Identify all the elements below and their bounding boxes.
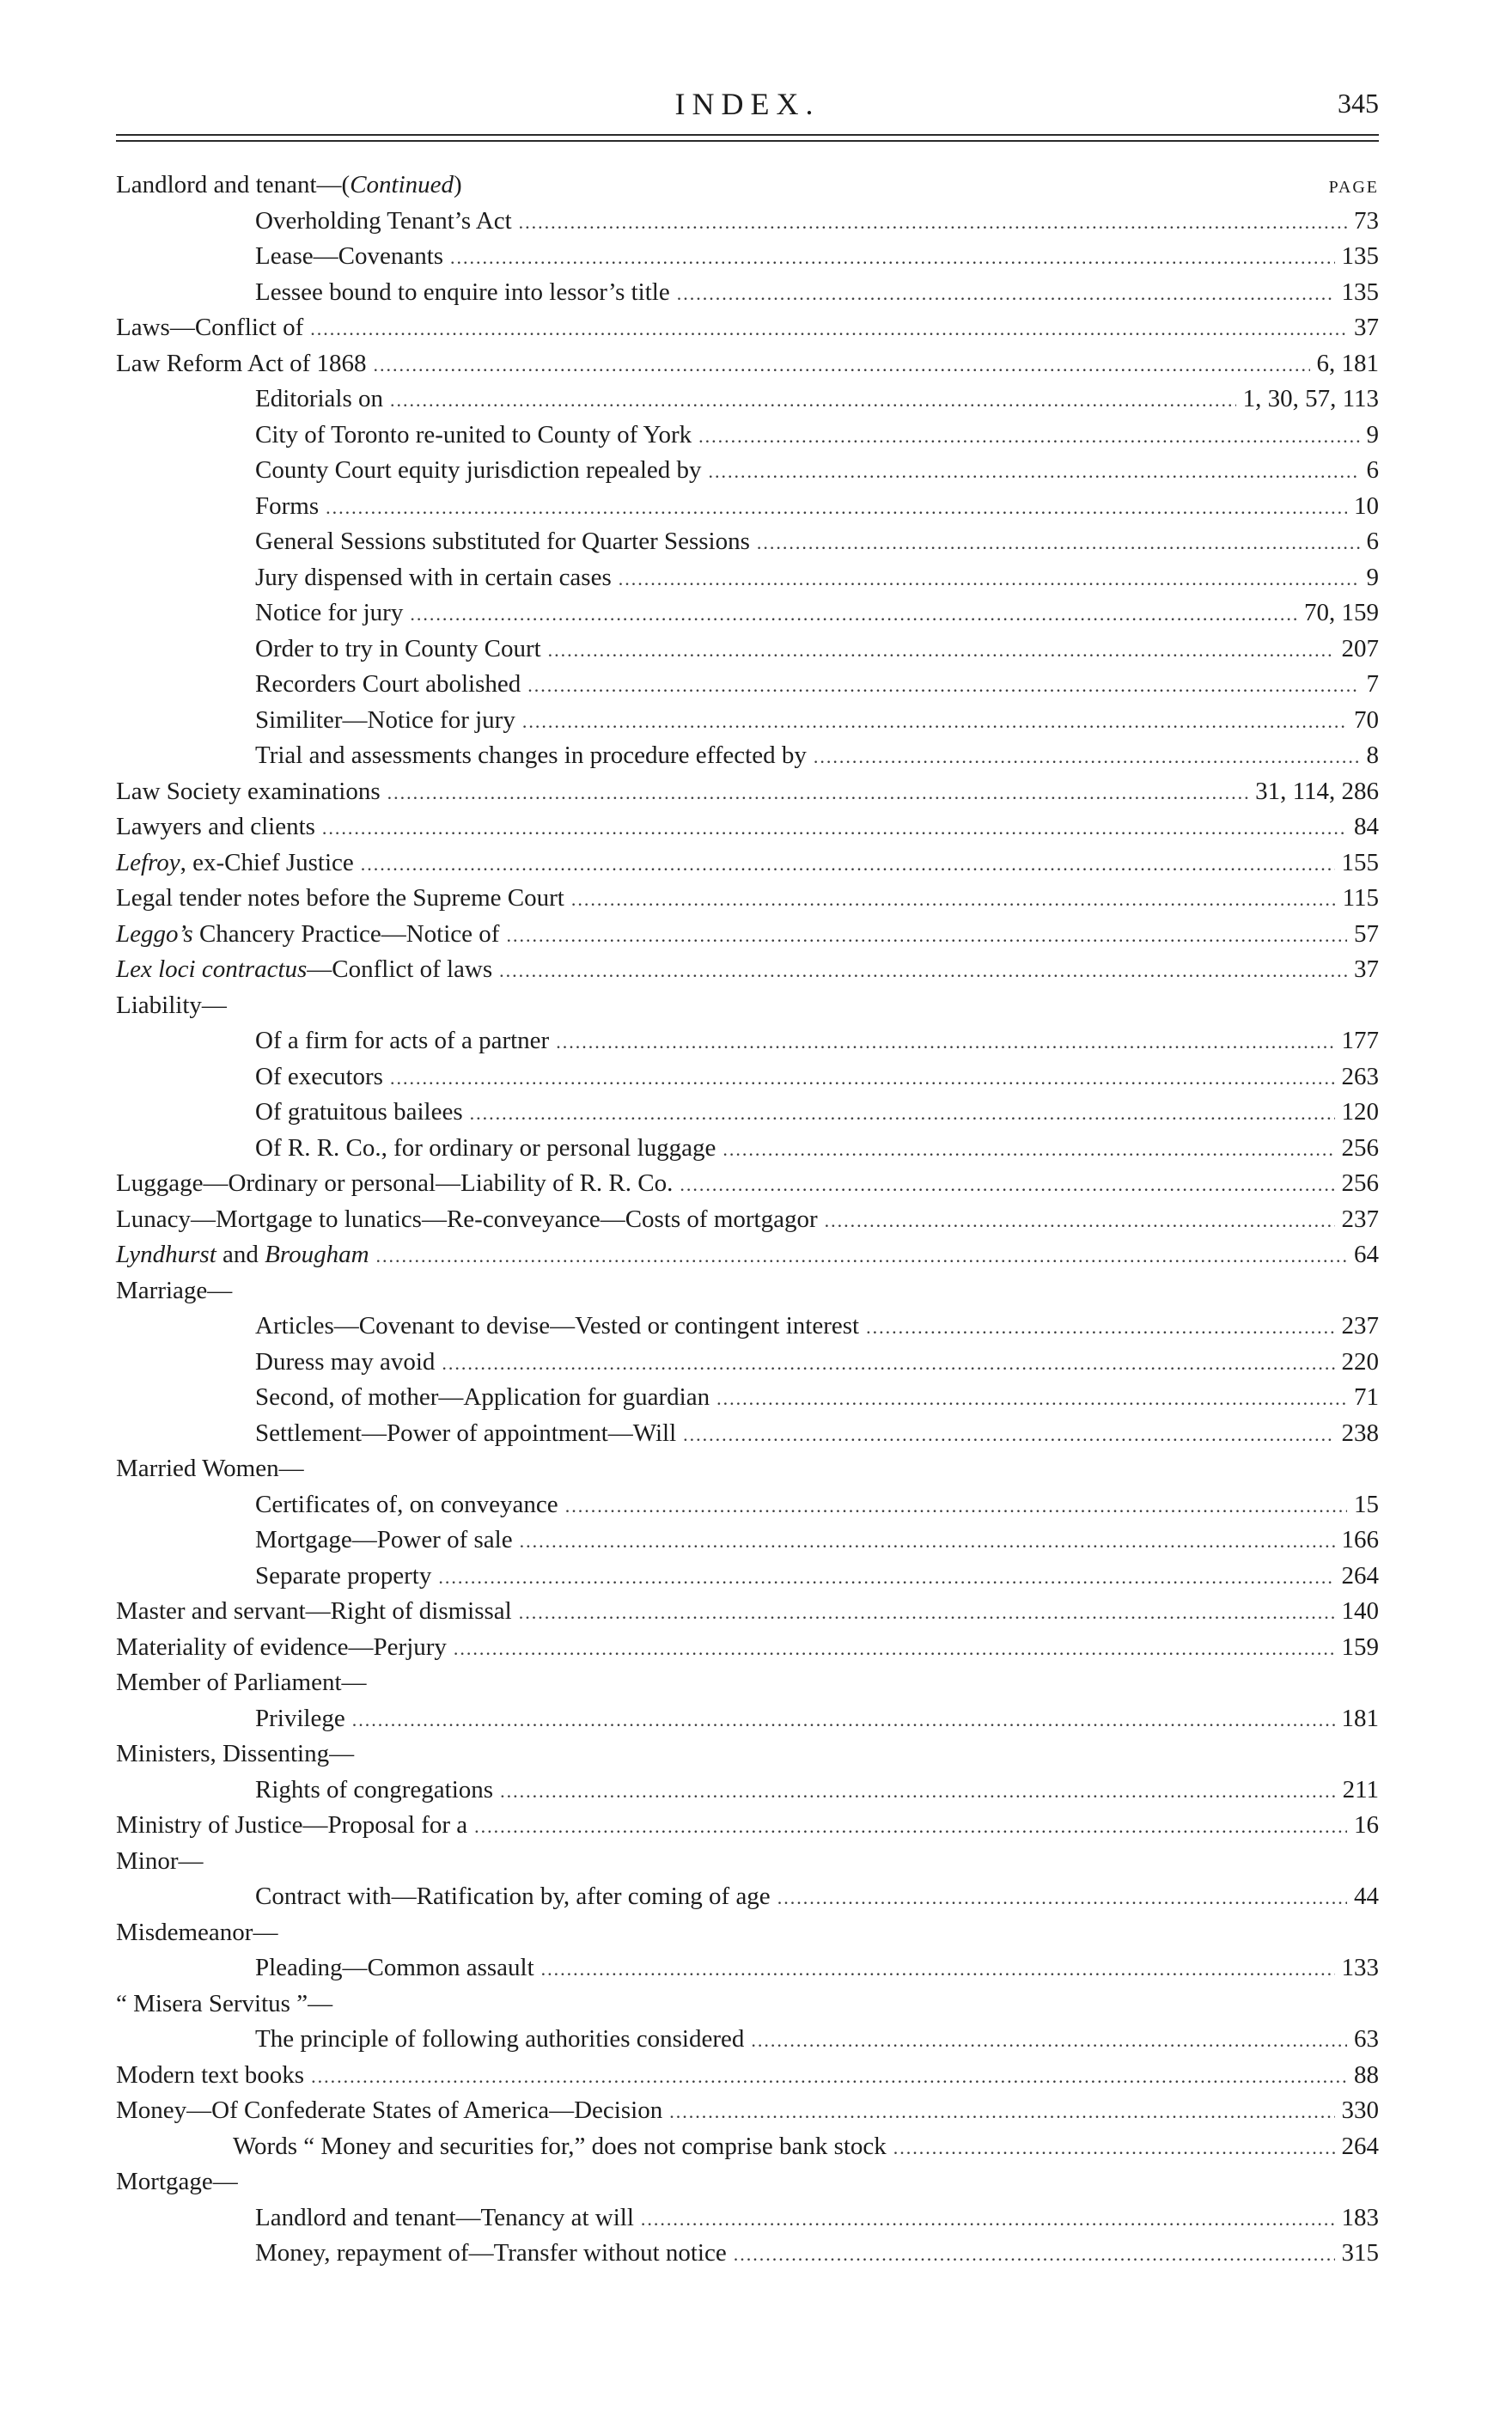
index-subentry [116,667,1379,703]
entry-label [116,1665,367,1701]
entry-label [255,632,541,668]
entry-page-ref: 264 [1341,2132,1379,2160]
index-entry [116,346,1379,382]
entry-page-ref: 84 [1354,813,1379,840]
entry-label [116,1451,304,1487]
entry-label-part: Luggage—Ordinary or personal—Liability of R. R. Co. [116,1169,674,1197]
entry-label-part: Of R. R. Co., for ordinary or personal luggage [255,1133,716,1162]
entry-label-part: Leggo’s [116,919,193,948]
entry-page-ref: 88 [1354,2060,1379,2089]
entry-page-ref: 9 [1366,563,1379,591]
leader-dots [814,739,1360,775]
entry-page-ref: 155 [1341,848,1379,876]
leader-dots [519,204,1347,241]
index-subentry [116,275,1379,311]
leader-dots [387,775,1248,811]
index-subentry [116,595,1379,632]
entry-label-part: Ministry of Justice—Proposal for a [116,1811,468,1839]
entry-page-ref: 211 [1342,1775,1379,1803]
leader-dots [565,1488,1347,1524]
leader-dots [499,953,1347,989]
entry-page-ref: 166 [1341,1526,1379,1553]
entry-label-part: County Court equity jurisdiction repealed by [255,456,702,484]
page-title: INDEX. [674,87,820,121]
entry-label-part: Trial and assessments changes in procedure effected by [255,741,807,769]
entry-label-part: Lunacy—Mortgage to lunatics—Re-conveyance—Costs of mortgagor [116,1205,818,1233]
entry-label [255,1487,558,1523]
entry-label-part: City of Toronto re-united to County of York [255,420,692,449]
index-subentry [116,2129,1379,2165]
index-subentry [116,381,1379,418]
leader-dots [825,1203,1335,1239]
entry-label-part: Order to try in County Court [255,634,541,662]
entry-page-ref: 264 [1341,1561,1379,1590]
entry-label [255,1523,513,1559]
index-subentry [116,204,1379,240]
entry-label-part: Of a firm for acts of a partner [255,1027,550,1054]
entry-page-ref: 71 [1354,1383,1379,1411]
index-subentry [116,1523,1379,1559]
index-entry [116,1844,1379,1880]
entry-label-part: Law Society examinations [116,777,381,805]
entry-label-part: Forms [255,491,320,520]
index-entry [116,2058,1379,2094]
entry-label [116,310,303,346]
entry-label [116,1630,447,1666]
entry-label-part: Notice for jury [255,599,404,626]
entry-page-ref: 315 [1341,2239,1379,2267]
entry-label-part: Lefroy [116,848,180,876]
entry-page-ref: 120 [1341,1098,1379,1126]
entry-label [255,1023,549,1059]
entry-label [116,917,499,953]
leader-dots [376,1238,1347,1274]
entry-label-part: Lessee bound to enquire into lessor’s title [255,278,670,306]
entry-label-part: Marriage— [116,1276,233,1304]
entry-page-ref: 135 [1341,242,1379,270]
entry-label-part: Member of Parliament— [116,1669,367,1696]
entry-label [255,204,512,240]
index-subentry [116,1416,1379,1452]
entry-page-ref: 159 [1341,1632,1379,1661]
entry-label [116,346,367,382]
entry-label-part: Separate property [255,1561,432,1590]
index-subentry [116,239,1379,275]
index-entry [116,1986,1379,2023]
entry-page-ref: 207 [1341,634,1379,662]
leader-dots [390,1060,1335,1096]
entry-page-ref: 181 [1341,1704,1379,1732]
entry-label-part: ) [454,171,462,198]
entry-page-ref: 237 [1341,1312,1379,1340]
entry-label [255,381,383,418]
leader-dots [454,1631,1335,1667]
entry-label [255,595,403,632]
entry-label-part: Rights of congregations [255,1775,494,1803]
entry-label-part: Mortgage— [116,2168,238,2195]
entry-label-part: Of executors [255,1062,383,1090]
entry-label [255,489,319,525]
entry-label-part: and [216,1241,265,1268]
entry-page-ref: 10 [1354,491,1379,520]
entry-label-part: Lease—Covenants [255,242,444,270]
entry-label-part: Articles—Covenant to devise—Vested or contingent interest [255,1312,860,1340]
index-subentry [116,453,1379,489]
entry-page-ref: 135 [1341,278,1379,306]
leader-dots [442,1346,1334,1382]
entry-page-ref: 263 [1341,1062,1379,1090]
entry-page-ref: 37 [1354,955,1379,983]
entry-page-ref: 183 [1341,2203,1379,2231]
entry-page-ref: 16 [1354,1811,1379,1839]
entry-label [255,1416,676,1452]
entry-page-ref: 37 [1354,314,1379,341]
entry-label [116,2164,238,2200]
index-subentry [116,418,1379,454]
entry-label [116,845,354,882]
leader-dots [680,1167,1334,1203]
index-subentry [116,703,1379,739]
entry-label [255,1701,345,1737]
entry-label-part: Settlement—Power of appointment—Will [255,1419,677,1447]
leader-dots [751,2023,1347,2059]
entry-label [255,2236,727,2272]
leader-dots [734,2237,1335,2273]
header-rule [116,134,1379,136]
entry-label [116,1915,277,1951]
entry-label-part: Money, repayment of—Transfer without notice [255,2239,727,2267]
entry-label [116,1273,232,1309]
index-entry [116,1915,1379,1951]
leader-dots [519,1595,1335,1631]
index-entries [116,168,1379,2272]
leader-dots [619,561,1360,597]
index-subentry [116,1380,1379,1416]
entry-label [255,1345,435,1381]
entry-label-part: Overholding Tenant’s Act [255,206,512,235]
entry-page-ref: 8 [1366,741,1379,769]
entry-page-ref: 15 [1354,1490,1379,1518]
page-column-heading: PAGE [1328,178,1379,197]
entry-page-ref: 330 [1341,2096,1379,2124]
entry-label-part: Mortgage—Power of sale [255,1526,513,1553]
index-entry [116,2164,1379,2200]
leader-dots [322,810,1347,846]
index-subentry [116,560,1379,596]
entry-label [255,1559,431,1595]
index-subentry [116,1950,1379,1986]
entry-label [116,1166,673,1202]
leader-dots [641,2201,1335,2237]
index-subentry [116,1487,1379,1523]
leader-dots [548,632,1335,668]
entry-label-part: Contract with—Ratification by, after coming of age [255,1883,771,1910]
entry-page-ref: 44 [1354,1883,1379,1910]
entry-label [255,560,612,596]
entry-label [255,1309,859,1345]
entry-label-part: Brougham [265,1241,369,1268]
entry-page-ref: 31, 114, 286 [1255,777,1379,805]
leader-dots [709,454,1360,490]
entry-label [116,988,227,1024]
entry-label [255,1059,383,1095]
leader-dots [352,1702,1335,1738]
leader-dots [527,668,1359,704]
leader-dots [438,1559,1334,1596]
index-subentry [116,1879,1379,1915]
index-entry [116,1736,1379,1773]
index-entry [116,1237,1379,1273]
index-subentry [116,1345,1379,1381]
index-subentry [116,1559,1379,1595]
entry-label-part: Words “ Money and securities for,” does not comprise bank stock [233,2132,887,2160]
index-entry [116,917,1379,953]
index-subentry [116,1095,1379,1131]
index-entry [116,1808,1379,1844]
entry-page-ref: 256 [1341,1133,1379,1162]
entry-label [255,2200,634,2237]
entry-label-part: Landlord and tenant—Tenancy at will [255,2203,634,2231]
entry-label-part: Materiality of evidence—Perjury [116,1632,447,1661]
entry-label-part: Continued [350,171,454,198]
leader-dots [866,1309,1334,1346]
entry-page-ref: 177 [1341,1027,1379,1054]
entry-label-part: Certificates of, on conveyance [255,1490,558,1518]
entry-label [255,418,692,454]
entry-label-part: Money—Of Confederate States of America—Decision [116,2096,663,2124]
entry-label-part: Jury dispensed with in certain cases [255,563,612,591]
leader-dots [698,418,1359,455]
index-entry [116,1202,1379,1238]
index-subentry [116,1701,1379,1737]
entry-page-ref: 140 [1341,1597,1379,1625]
entry-label [255,239,443,275]
entry-label-part: “ Misera Servitus ”— [116,1989,333,2017]
entry-label [233,2129,887,2165]
leader-dots [520,1523,1335,1559]
entry-label [116,168,462,204]
entry-label-part: Legal tender notes before the Supreme Court [116,884,564,912]
entry-page-ref: 133 [1341,1954,1379,1981]
entry-label [116,1986,332,2023]
entry-label [116,1808,467,1844]
entry-page-ref: 6 [1366,456,1379,484]
entry-page-ref: 9 [1366,420,1379,449]
index-subentry [116,738,1379,774]
index-entry [116,1665,1379,1701]
entry-page-ref: 7 [1366,670,1379,698]
leader-dots [683,1417,1334,1453]
index-subentry [116,2022,1379,2058]
entry-label [116,1594,512,1630]
entry-label [116,881,564,917]
entry-page-ref: 1, 30, 57, 113 [1242,385,1379,412]
entry-label [116,1202,818,1238]
index-entry [116,774,1379,810]
entry-label [116,1237,369,1273]
header-rule-double [116,140,1379,142]
entry-label [116,774,381,810]
index-entry [116,952,1379,988]
leader-dots [677,276,1335,312]
entry-page-ref: 238 [1341,1419,1379,1447]
index-entry [116,1451,1379,1487]
entry-label-part: Second, of mother—Application for guardian [255,1383,710,1411]
index-subentry [116,1131,1379,1167]
entry-page-ref: 70, 159 [1304,599,1379,626]
leader-dots [541,1951,1335,1987]
entry-page-ref: 256 [1341,1169,1379,1197]
index-entry [116,809,1379,845]
leader-dots [506,918,1347,954]
entry-label [116,1736,354,1773]
entry-page-ref: 70 [1354,705,1379,734]
index-entry [116,1273,1379,1309]
entry-label-part: Lex loci contractus [116,955,308,983]
leader-dots [757,525,1360,561]
leader-dots [669,2094,1334,2130]
entry-label-part: Liability— [116,991,227,1019]
entry-label-part: Chancery Practice—Notice of [192,919,500,948]
entry-label [255,453,702,489]
entry-page-ref: 115 [1342,884,1379,912]
leader-dots [500,1773,1335,1809]
entry-label-part: —Conflict of laws [307,955,493,983]
entry-label-part: Law Reform Act of 1868 [116,349,367,377]
entry-label [255,738,807,774]
leader-dots [450,240,1334,276]
entry-label-part: , ex-Chief Justice [180,848,354,876]
leader-dots [410,596,1297,632]
index-subentry [116,2200,1379,2237]
entry-label-part: Editorials on [255,385,384,412]
leader-dots [777,1880,1347,1916]
index-entry [116,988,1379,1024]
leader-dots [374,347,1310,383]
entry-label [255,1380,710,1416]
leader-dots [893,2130,1335,2166]
entry-label-part: Lawyers and clients [116,813,315,840]
entry-label-part: Married Women— [116,1455,304,1482]
index-subentry [116,1023,1379,1059]
leader-dots [311,2059,1347,2095]
index-subentry [116,2236,1379,2272]
leader-dots [326,490,1347,526]
index-subentry [116,632,1379,668]
entry-label-part: Duress may avoid [255,1347,436,1376]
entry-label [116,2058,304,2094]
entry-label-part: Privilege [255,1704,345,1732]
entry-label-part: Of gratuitous bailees [255,1098,463,1126]
entry-label-part: General Sessions substituted for Quarter Sessions [255,528,750,555]
index-subentry [116,1309,1379,1345]
entry-page-ref: 73 [1354,206,1379,235]
page-number: 345 [1338,88,1379,119]
entry-label [255,667,521,703]
leader-dots [474,1809,1347,1845]
entry-page-ref: 57 [1354,919,1379,948]
page-header [116,86,1379,127]
index-entry [116,2093,1379,2129]
entry-label-part: Laws—Conflict of [116,314,304,341]
entry-label [116,809,315,845]
leader-dots [722,1132,1334,1168]
entry-label [116,952,492,988]
entry-label [255,275,670,311]
entry-page-ref: 63 [1354,2025,1379,2053]
entry-label-part: Pleading—Common assault [255,1954,534,1981]
entry-label [255,703,515,739]
entry-label [255,1950,534,1986]
entry-label-part: Similiter—Notice for jury [255,705,515,734]
entry-label [255,1773,493,1809]
leader-dots [361,846,1335,882]
entry-label [116,1844,204,1880]
leader-dots [522,704,1347,740]
entry-label-part: Lyndhurst [116,1241,216,1268]
entry-label-part: Landlord and tenant—( [116,171,351,198]
entry-label-part: Misdemeanor— [116,1918,278,1946]
index-entry [116,1594,1379,1630]
entry-page-ref: 237 [1341,1205,1379,1233]
leader-dots [310,311,1347,347]
entry-label [255,1131,716,1167]
index-entry [116,310,1379,346]
entry-page-ref: 64 [1354,1241,1379,1268]
entry-label [255,1879,771,1915]
entry-label [255,2022,744,2058]
index-entry [116,168,1379,204]
entry-label [116,2093,662,2129]
index-entry [116,1630,1379,1666]
entry-label-part: Ministers, Dissenting— [116,1740,355,1767]
entry-page-ref: 6, 181 [1316,349,1379,377]
entry-label [255,1095,463,1131]
index-entry [116,845,1379,882]
entry-page-ref: 220 [1341,1347,1379,1376]
index-entry [116,881,1379,917]
leader-dots [470,1095,1335,1132]
index-entry [116,1166,1379,1202]
leader-dots [556,1024,1334,1060]
index-subentry [116,1059,1379,1095]
entry-label-part: The principle of following authorities considered [255,2025,745,2053]
leader-dots [571,882,1336,918]
entry-label [255,524,750,560]
index-subentry [116,524,1379,560]
entry-label-part: Minor— [116,1846,204,1875]
index-subentry [116,489,1379,525]
entry-label-part: Recorders Court abolished [255,670,521,698]
leader-dots [716,1381,1347,1417]
entry-label-part: Modern text books [116,2060,305,2089]
leader-dots [390,382,1236,418]
entry-page-ref: 6 [1366,528,1379,555]
index-subentry [116,1773,1379,1809]
entry-label-part: Master and servant—Right of dismissal [116,1597,512,1625]
